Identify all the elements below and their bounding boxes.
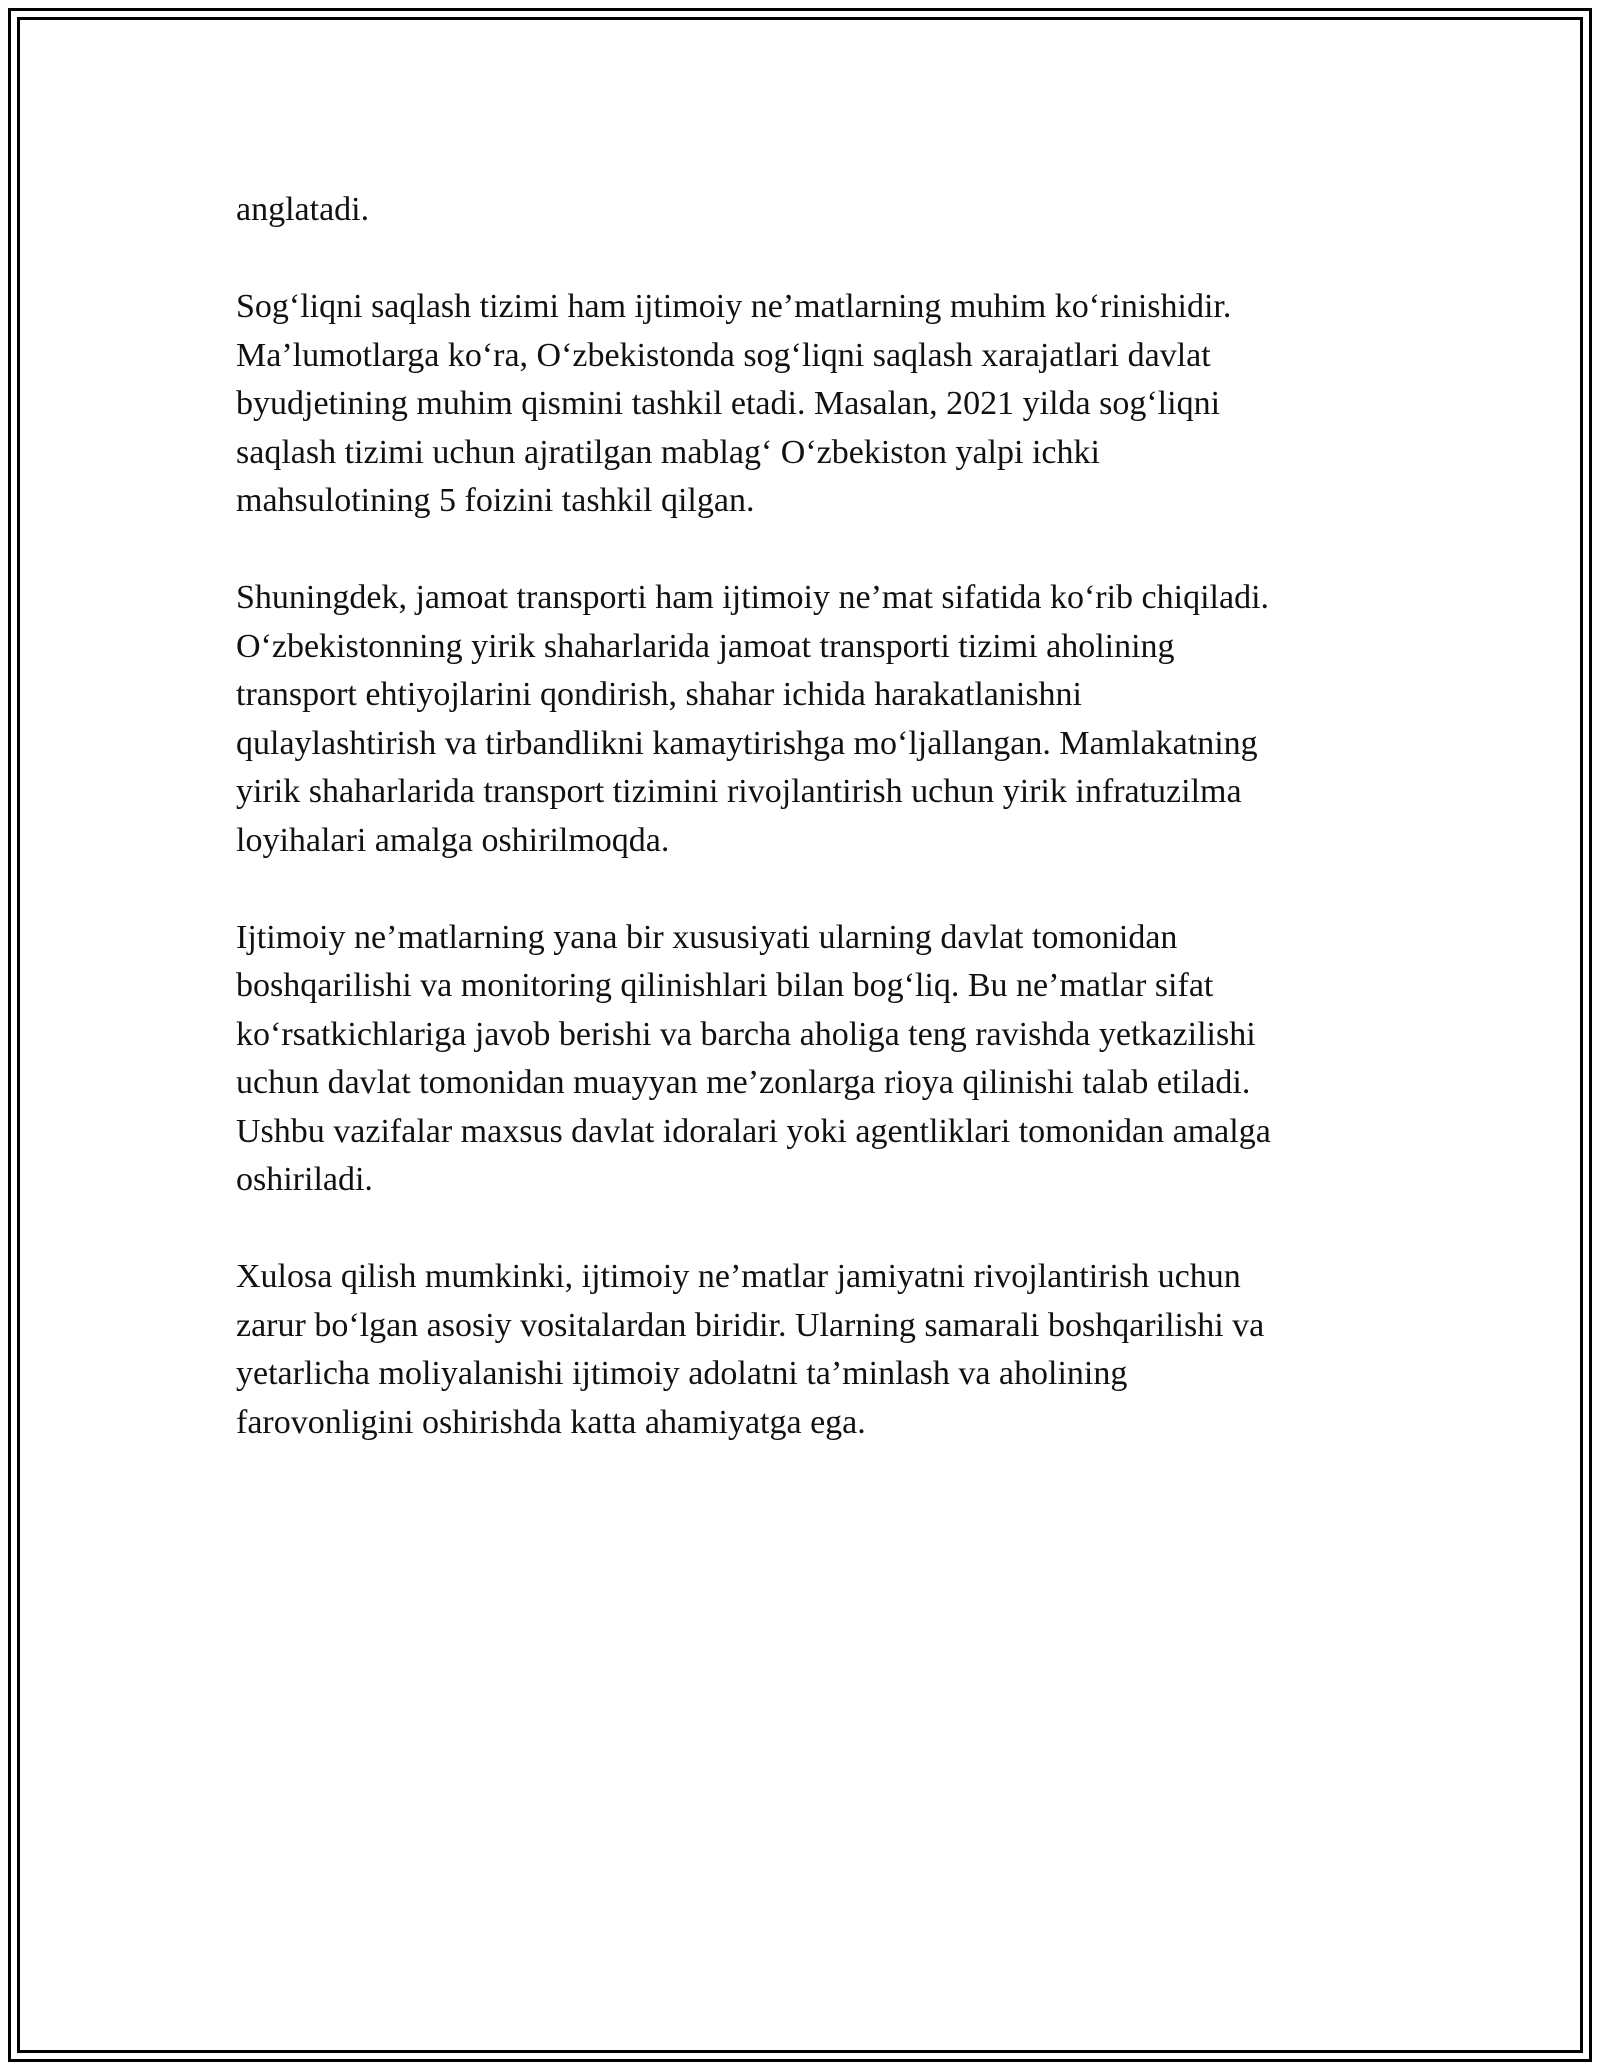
paragraph: Xulosa qilish mumkinki, ijtimoiy ne’matlar jamiyatni rivojlantirish uchun zarur bo‘lgan asosiy vositalardan biridir. Ularning samarali boshqarilishi va yetarlicha moliyalanishi ijtimoiy adolatni ta’minlash va aholining farovonligini oshirishda katta ahamiyatga ega. [236, 1258, 1265, 1441]
paragraph: Sog‘liqni saqlash tizimi ham ijtimoiy ne’matlarning muhim ko‘rinishidir. Ma’lumotlarga ko‘ra, O‘zbekistonda sog‘liqni saqlash xarajatlari davlat byudjetining muhim qismini tashkil etadi. Masalan, 2021 yilda sog‘liqni saqlash tizimi uchun ajratilgan mablag‘ O‘zbekiston yalpi ichki mahsulotining 5 foizini tashkil qilgan. [236, 288, 1232, 519]
paragraph: Shuningdek, jamoat transporti ham ijtimoiy ne’mat sifatida ko‘rib chiqiladi. O‘zbekistonning yirik shaharlarida jamoat transporti tizimi aholining transport ehtiyojlarini qondirish, shahar ichida harakatlanishni qulaylashtirish va tirbandlikni kamaytirishga mo‘ljallangan. Mamlakatning yirik shaharlarida transport tizimini rivojlantirish uchun yirik infratuzilma loyihalari amalga oshirilmoqda. [236, 579, 1270, 859]
paragraph: anglatadi. [236, 191, 370, 228]
paragraph: Ijtimoiy ne’matlarning yana bir xususiyati ularning davlat tomonidan boshqarilishi va monitoring qilinishlari bilan bog‘liq. Bu ne’matlar sifat ko‘rsatkichlariga javob berishi va barcha aholiga teng ravishda yetkazilishi uchun davlat tomonidan muayyan me’zonlarga rioya qilinishi talab etiladi. Ushbu vazifalar maxsus davlat idoralari yoki agentliklari tomonidan amalga oshiriladi. [236, 918, 1271, 1198]
document-body [236, 186, 1366, 1496]
